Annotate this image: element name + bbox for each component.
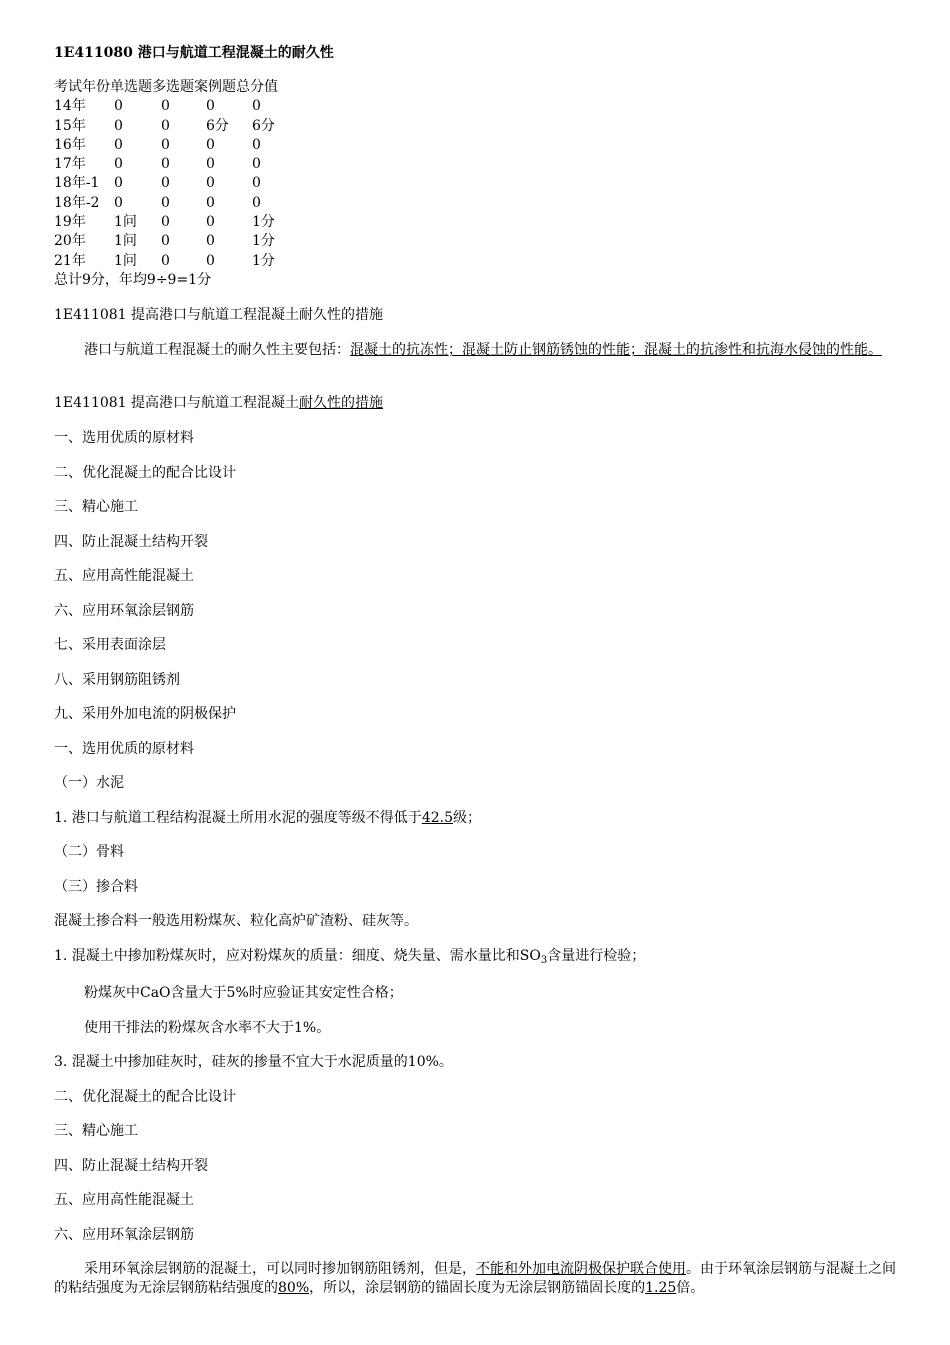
- cement-item-suffix: 级；: [452, 810, 481, 826]
- exam-score-cell: 0: [206, 214, 215, 231]
- exam-year-cell: 15年: [54, 117, 86, 134]
- measure-item: 八、采用钢筋阻锈剂: [54, 672, 180, 688]
- durability-list: 混凝土的抗冻性；混凝土防止钢筋锈蚀的性能；混凝土的抗渗性和抗海水侵蚀的性能。: [350, 342, 882, 358]
- exam-score-cell: 1分: [252, 214, 275, 231]
- measure-item: 二、优化混凝土的配合比设计: [54, 465, 236, 481]
- exam-year-cell: 19年: [54, 214, 86, 231]
- exam-score-cell: 0: [161, 194, 170, 211]
- exam-score-cell: 0: [206, 136, 215, 153]
- exam-score-cell: 0: [114, 194, 123, 211]
- exam-score-cell: 0: [161, 117, 170, 134]
- exam-score-cell: 0: [206, 233, 215, 250]
- subheading-admixture: （三）掺合料: [54, 879, 138, 895]
- exam-score-cell: 0: [161, 156, 170, 173]
- measure-item: 九、采用外加电流的阴极保护: [54, 706, 236, 722]
- exam-table-row: [54, 213, 898, 232]
- cement-item-prefix: 1. 港口与航道工程结构混凝土所用水泥的强度等级不得低于: [54, 810, 422, 826]
- exam-score-cell: 0: [114, 136, 123, 153]
- exam-table-row: [54, 117, 898, 136]
- section-heading-2-underlined: 耐久性的措施: [299, 395, 384, 411]
- document-page: [54, 44, 898, 1296]
- detail-heading-5: 五、应用高性能混凝土: [54, 1192, 194, 1208]
- document-title: 1E411080 港口与航道工程混凝土的耐久性: [54, 45, 334, 61]
- measure-item: 六、应用环氧涂层钢筋: [54, 603, 194, 619]
- cement-grade: 42.5: [421, 810, 453, 826]
- section-heading-2: [54, 394, 898, 413]
- exam-score-cell: 6分: [206, 117, 229, 134]
- detail-heading-6: 六、应用环氧涂层钢筋: [54, 1227, 194, 1243]
- exam-table-row: [54, 97, 898, 116]
- exam-score-cell: 0: [206, 156, 215, 173]
- exam-score-table: [54, 78, 898, 290]
- exam-score-cell: 1问: [114, 214, 137, 231]
- measure-item: 一、选用优质的原材料: [54, 430, 194, 446]
- exam-score-cell: 0: [114, 156, 123, 173]
- exam-table-row: [54, 194, 898, 213]
- fly-ash-item: [54, 947, 898, 966]
- exam-year-cell: 16年: [54, 136, 86, 153]
- exam-year-cell: 20年: [54, 233, 86, 250]
- exam-table-header: 考试年份单选题多选题案例题总分值: [54, 79, 278, 95]
- epoxy-text-2: 。由于环氧涂层钢筋与混凝土之间的粘结强度为无涂层钢筋粘结强度的: [54, 1261, 896, 1296]
- exam-score-cell: 1问: [114, 233, 137, 250]
- so3-subscript: 3: [540, 955, 548, 966]
- epoxy-anchor-ratio: 1.25: [645, 1280, 677, 1296]
- exam-table-row: [54, 136, 898, 155]
- section-heading-1: 1E411081 提高港口与航道工程混凝土耐久性的措施: [54, 307, 384, 323]
- exam-score-cell: 0: [252, 156, 261, 173]
- exam-score-cell: 1问: [114, 252, 137, 269]
- fly-ash-prefix: 1. 混凝土中掺加粉煤灰时，应对粉煤灰的质量：细度、烧失量、需水量比和SO: [54, 948, 541, 964]
- epoxy-text-3: ，所以，涂层钢筋的锚固长度为无涂层钢筋锚固长度的: [309, 1280, 646, 1296]
- epoxy-text-1: 采用环氧涂层钢筋的混凝土，可以同时掺加钢筋阻锈剂，但是，: [84, 1261, 476, 1277]
- detail-heading-4: 四、防止混凝土结构开裂: [54, 1158, 208, 1174]
- silica-item: 3. 混凝土中掺加硅灰时，硅灰的掺量不宜大于水泥质量的10%。: [54, 1054, 453, 1070]
- measure-item: 七、采用表面涂层: [54, 637, 166, 653]
- measure-item: 三、精心施工: [54, 499, 138, 515]
- exam-table-row: [54, 232, 898, 251]
- durability-paragraph: [54, 341, 898, 360]
- exam-score-cell: 0: [114, 175, 123, 192]
- section-heading-2-prefix: 1E411081 提高港口与航道工程混凝土: [54, 395, 300, 411]
- exam-table-total: 总计9分，年均9÷9=1分: [54, 271, 212, 288]
- cement-item: [54, 809, 898, 828]
- subheading-aggregate: （二）骨料: [54, 844, 124, 860]
- exam-score-cell: 0: [114, 98, 123, 115]
- exam-year-cell: 21年: [54, 252, 86, 269]
- exam-score-cell: 0: [206, 252, 215, 269]
- exam-score-cell: 0: [206, 175, 215, 192]
- detail-heading-2: 二、优化混凝土的配合比设计: [54, 1089, 236, 1105]
- subheading-cement: （一）水泥: [54, 775, 124, 791]
- exam-year-cell: 14年: [54, 98, 86, 115]
- exam-score-cell: 0: [161, 136, 170, 153]
- exam-score-cell: 0: [161, 214, 170, 231]
- exam-score-cell: 0: [252, 136, 261, 153]
- exam-score-cell: 0: [252, 175, 261, 192]
- detail-heading-3: 三、精心施工: [54, 1123, 138, 1139]
- durability-prefix: 港口与航道工程混凝土的耐久性主要包括：: [84, 342, 350, 358]
- exam-table-row: [54, 252, 898, 271]
- moisture-note: 使用干排法的粉煤灰含水率不大于1%。: [84, 1020, 331, 1036]
- exam-score-cell: 0: [252, 194, 261, 211]
- detail-heading-1: 一、选用优质的原材料: [54, 741, 194, 757]
- exam-score-cell: 0: [114, 117, 123, 134]
- exam-score-cell: 0: [161, 98, 170, 115]
- epoxy-bond-ratio: 80%: [278, 1280, 310, 1296]
- exam-table-row: [54, 174, 898, 193]
- exam-score-cell: 0: [206, 194, 215, 211]
- exam-year-cell: 17年: [54, 156, 86, 173]
- epoxy-no-cathodic: 不能和外加电流阴极保护联合使用: [476, 1261, 686, 1277]
- epoxy-text-4: 倍。: [676, 1280, 705, 1296]
- epoxy-paragraph: [54, 1260, 898, 1298]
- exam-year-cell: 18年-1: [54, 175, 100, 192]
- measure-item: 五、应用高性能混凝土: [54, 568, 194, 584]
- admixture-intro: 混凝土掺合料一般选用粉煤灰、粒化高炉矿渣粉、硅灰等。: [54, 913, 418, 929]
- exam-score-cell: 0: [161, 252, 170, 269]
- fly-ash-suffix: 含量进行检验；: [547, 948, 646, 964]
- exam-score-cell: 6分: [252, 117, 275, 134]
- exam-score-cell: 0: [252, 98, 261, 115]
- exam-score-cell: 1分: [252, 252, 275, 269]
- exam-score-cell: 0: [161, 233, 170, 250]
- exam-score-cell: 0: [206, 98, 215, 115]
- measure-item: 四、防止混凝土结构开裂: [54, 534, 208, 550]
- exam-table-rows: [54, 97, 898, 271]
- exam-score-cell: 1分: [252, 233, 275, 250]
- cao-note: 粉煤灰中CaO含量大于5%时应验证其安定性合格；: [84, 985, 403, 1001]
- exam-score-cell: 0: [161, 175, 170, 192]
- exam-table-row: [54, 155, 898, 174]
- exam-year-cell: 18年-2: [54, 194, 100, 211]
